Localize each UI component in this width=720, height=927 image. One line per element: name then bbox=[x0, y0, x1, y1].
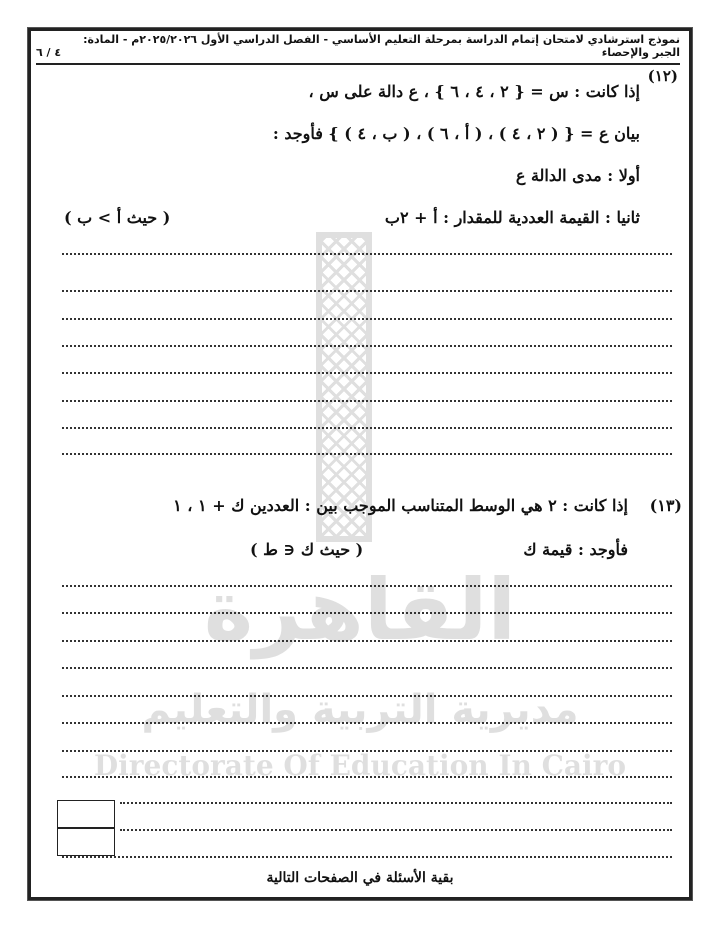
q13-line2: فأوجد : قيمة ك bbox=[523, 540, 628, 559]
answer-line[interactable] bbox=[120, 802, 672, 804]
answer-line[interactable] bbox=[62, 750, 672, 752]
answer-line[interactable] bbox=[62, 612, 672, 614]
q13-line2-note: ( حيث ك ∈ ط ) bbox=[250, 540, 364, 559]
score-box-top bbox=[57, 800, 115, 828]
answer-line[interactable] bbox=[62, 667, 672, 669]
q12-line3: أولا : مدى الدالة ع bbox=[515, 166, 640, 185]
page-number: ٤ / ٦ bbox=[36, 46, 62, 59]
answer-line[interactable] bbox=[62, 427, 672, 429]
q13-line1: إذا كانت : ٢ هي الوسط المتناسب الموجب بين : العددين ك + ١ ، ١ bbox=[173, 496, 628, 515]
answer-line[interactable] bbox=[62, 345, 672, 347]
answer-line[interactable] bbox=[62, 695, 672, 697]
q12-number: (١٢) bbox=[647, 67, 678, 85]
footer-note: بقية الأسئلة في الصفحات التالية bbox=[266, 870, 454, 886]
answer-line[interactable] bbox=[62, 253, 672, 255]
answer-line[interactable] bbox=[62, 318, 672, 320]
q12-line2: بيان ع = { ( ٢ ، ٤ ) ، ( أ ، ٦ ) ، ( ب ، ٤ ) } فأوجد : bbox=[272, 124, 640, 143]
answer-line[interactable] bbox=[62, 722, 672, 724]
q12-line1: إذا كانت : س = { ٢ ، ٤ ، ٦ } ، ع دالة على س ، bbox=[308, 82, 640, 101]
q12-line4-note: ( حيث أ > ب ) bbox=[64, 208, 171, 227]
answer-line[interactable] bbox=[62, 776, 672, 778]
answer-line[interactable] bbox=[62, 453, 672, 455]
answer-line[interactable] bbox=[120, 829, 672, 831]
watermark-english: Directorate Of Education In Cairo bbox=[93, 749, 627, 782]
header-title: نموذج استرشادي لامتحان إتمام الدراسة بمرحلة التعليم الأساسي - الفصل الدراسي الأول ٢٠٢٥/٢٠٢٦م - المادة: الجبر والإحصاء bbox=[83, 33, 680, 59]
answer-line[interactable] bbox=[62, 372, 672, 374]
answer-line[interactable] bbox=[62, 290, 672, 292]
score-box-bottom bbox=[57, 828, 115, 856]
answer-line[interactable] bbox=[62, 400, 672, 402]
q12-line4: ثانيا : القيمة العددية للمقدار : أ + ٢ب bbox=[384, 208, 640, 227]
watermark-arabic-big: القاهرة bbox=[203, 561, 517, 659]
answer-line[interactable] bbox=[62, 585, 672, 587]
q13-number: (١٣) bbox=[649, 496, 682, 515]
answer-line[interactable] bbox=[62, 640, 672, 642]
answer-line[interactable] bbox=[62, 856, 672, 858]
page-header bbox=[36, 33, 680, 65]
watermark-arabic-sub: مديرية التربية والتعليم bbox=[141, 687, 579, 733]
